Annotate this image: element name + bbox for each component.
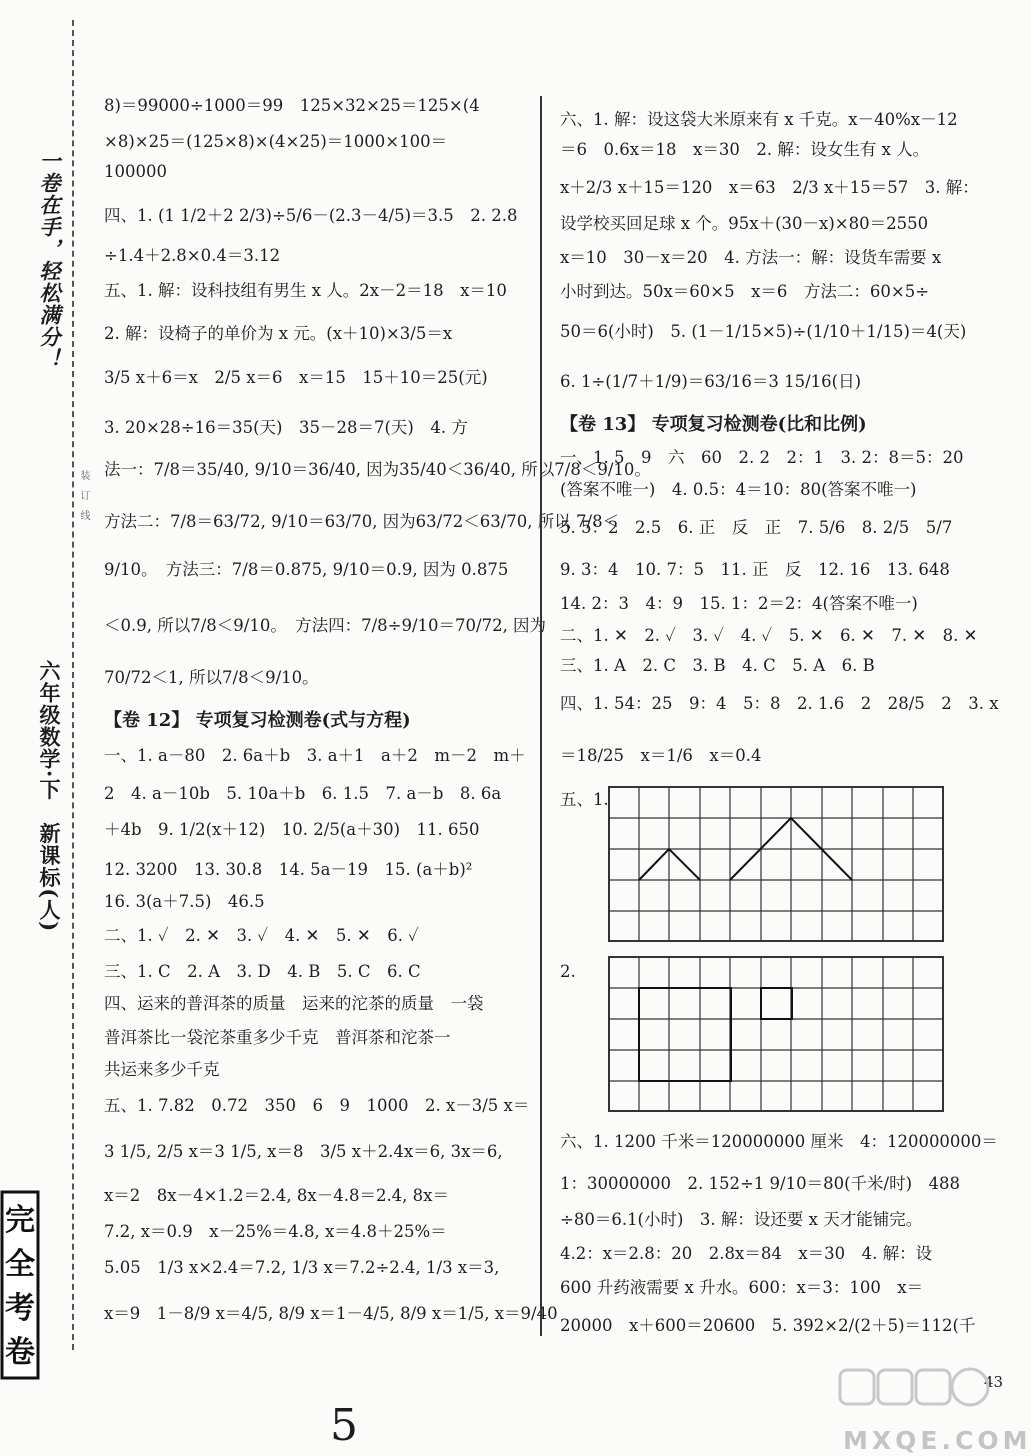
answer-line: 600 升药液需要 x 升水。600：x＝3：100 x＝ (560, 1278, 924, 1297)
section-heading: 【卷 12】 专项复习检测卷(式与方程) (104, 710, 411, 731)
answer-line: 四、1. (1 1/2＋2 2/3)÷5/6－(2.3－4/5)＝3.5 2. 2.8 (104, 206, 518, 225)
answer-line: 六、1. 1200 千米＝120000000 厘米 4：120000000＝ (560, 1132, 998, 1151)
svg-text:卷: 卷 (5, 1335, 35, 1370)
svg-text:全: 全 (5, 1247, 35, 1282)
answer-line: 5.05 1/3 x×2.4＝7.2, 1/3 x＝7.2÷2.4, 1/3 x＝3, (104, 1258, 500, 1277)
answer-line: 70/72＜1, 所以7/8＜9/10。 (104, 668, 319, 687)
svg-text:考: 考 (5, 1291, 35, 1326)
answer-line: 3. 20×28÷16＝35(天) 35－28＝7(天) 4. 方 (104, 418, 468, 437)
answer-line: 五、1. 解：设科技组有男生 x 人。2x－2＝18 x＝10 (104, 281, 507, 300)
answer-line: 方法二：7/8＝63/72, 9/10＝63/70, 因为63/72＜63/70, 所以 7/8＜ (104, 512, 620, 531)
answer-line: 9/10。 方法三：7/8＝0.875, 9/10＝0.9, 因为 0.875 (104, 560, 509, 579)
large-rectangle (639, 988, 731, 1081)
answer-line: 6. 1÷(1/7＋1/9)＝63/16＝3 15/16(日) (560, 372, 862, 391)
answer-line: 12. 3200 13. 30.8 14. 5a－19 15. (a＋b)² (104, 860, 473, 879)
answer-line: ＝18/25 x＝1/6 x＝0.4 (560, 746, 762, 765)
answer-line: 4.2：x＝2.8：20 2.8x＝84 x＝30 4. 解：设 (560, 1244, 933, 1263)
answer-line: 四、运来的普洱茶的质量 运来的沱茶的质量 一袋 (104, 994, 484, 1013)
answer-line: x＝9 1－8/9 x＝4/5, 8/9 x＝1－4/5, 8/9 x＝1/5, x＝9/40 (104, 1304, 558, 1323)
answer-line: ×8)×25＝(125×8)×(4×25)＝1000×100＝ (104, 132, 448, 151)
answer-line: 7.2, x＝0.9 x－25%＝4.8, x＝4.8＋25%＝ (104, 1222, 447, 1241)
binding-mark: 装 订 线 (78, 470, 89, 520)
answer-line: 3/5 x＋6＝x 2/5 x＝6 x＝15 15＋10＝25(元) (104, 368, 488, 387)
answer-line: 六、1. 解：设这袋大米原来有 x 千克。x－40%x－12 (560, 110, 958, 129)
answer-line: 50＝6(小时) 5. (1－1/15×5)÷(1/10＋1/15)＝4(天) (560, 322, 967, 341)
answer-line: 20000 x＋600＝20600 5. 392×2/(2＋5)＝112(千 (560, 1316, 976, 1335)
handwritten-mark: 5 (330, 1400, 358, 1451)
answer-line: 100000 (104, 162, 167, 181)
binding-margin (0, 0, 100, 1456)
slogan: 一卷在手，轻松满分！ (37, 150, 62, 370)
watermark-site: MXQE.COM (843, 1426, 1031, 1455)
answer-line: ÷80＝6.1(小时) 3. 解：设还要 x 天才能铺完。 (560, 1210, 923, 1229)
answer-line: 14. 2：3 4：9 15. 1：2＝2：4(答案不唯一) (560, 594, 918, 613)
answer-line: 设学校买回足球 x 个。95x＋(30－x)×80＝2550 (560, 214, 929, 233)
answer-line: 三、1. A 2. C 3. B 4. C 5. A 6. B (560, 656, 875, 675)
answer-line: 9. 3：4 10. 7：5 11. 正 反 12. 16 13. 648 (560, 560, 950, 579)
small-square (761, 988, 792, 1019)
binding-dashed-line (72, 20, 74, 1350)
answer-line: 1：30000000 2. 152÷1 9/10＝80(千米/时) 488 (560, 1174, 961, 1193)
answer-line: 三、1. C 2. A 3. D 4. B 5. C 6. C (104, 962, 421, 981)
answer-line: 2 4. a－10b 5. 10a＋b 6. 1.5 7. a－b 8. 6a (104, 784, 502, 803)
answer-line: x＝2 8x－4×1.2＝2.4, 8x－4.8＝2.4, 8x＝ (104, 1186, 449, 1205)
answer-line: ＋4b 9. 1/2(x＋12) 10. 2/5(a＋30) 11. 650 (104, 820, 480, 839)
answer-line: 一、1. 5 9 六 60 2. 2 2：1 3. 2：8＝5：20 (560, 448, 964, 467)
answer-line: 五、1. 7.82 0.72 350 6 9 1000 2. x－3/5 x＝ (104, 1096, 530, 1115)
page-number: 43 (984, 1373, 1004, 1391)
answer-line: 四、1. 54：25 9：4 5：8 2. 1.6 2 28/5 2 3. x (560, 694, 999, 713)
brand-logo (0, 1190, 40, 1380)
answer-line: 共运来多少千克 (104, 1060, 220, 1079)
answer-line: 8)＝99000÷1000＝99 125×32×25＝125×(4 (104, 96, 480, 115)
answer-line: 3 1/5, 2/5 x＝3 1/5, x＝8 3/5 x＋2.4x＝6, 3x＝6, (104, 1142, 503, 1161)
answer-line: ＝6 0.6x＝18 x＝30 2. 解：设女生有 x 人。 (560, 140, 930, 159)
svg-text:完: 完 (5, 1203, 35, 1238)
watermark-logo (838, 1366, 998, 1428)
answer-line: (答案不唯一) 4. 0.5：4＝10：80(答案不唯一) (560, 480, 917, 499)
answer-line: 法一：7/8＝35/40, 9/10＝36/40, 因为35/40＜36/40, 所以7/8＜9/10。 (104, 460, 651, 479)
answer-line: 2. (560, 962, 576, 981)
grid-figure-triangles (608, 786, 944, 942)
answer-line: 16. 3(a＋7.5) 46.5 (104, 892, 265, 911)
answer-line: 二、1. ✓ 2. ✕ 3. ✓ 4. ✕ 5. ✕ 6. ✓ (104, 926, 419, 945)
column-divider (540, 96, 542, 1336)
answer-line: 普洱茶比一袋沱茶重多少千克 普洱茶和沱茶一 (104, 1028, 451, 1047)
answer-line: 一、1. a－80 2. 6a＋b 3. a＋1 a＋2 m－2 m＋ (104, 746, 526, 765)
answer-line: 二、1. ✕ 2. ✓ 3. ✓ 4. ✓ 5. ✕ 6. ✕ 7. ✕ 8. ✕ (560, 626, 978, 645)
grid-figure-rectangles (608, 956, 944, 1112)
answer-line: ÷1.4＋2.8×0.4＝3.12 (104, 246, 281, 265)
section-heading: 【卷 13】 专项复习检测卷(比和比例) (560, 414, 867, 435)
answer-line: x＋2/3 x＋15＝120 x＝63 2/3 x＋15＝57 3. 解： (560, 178, 979, 197)
course-title: 六年级数学·下 新课标(人) (37, 660, 62, 933)
answer-line: 小时到达。50x＝60×5 x＝6 方法二：60×5÷ (560, 282, 930, 301)
answer-line: x＝10 30－x＝20 4. 方法一：解：设货车需要 x (560, 248, 942, 267)
answer-line: ＜0.9, 所以7/8＜9/10。 方法四：7/8÷9/10＝70/72, 因为 (104, 616, 547, 635)
answer-line: 5. 5：2 2.5 6. 正 反 正 7. 5/6 8. 2/5 5/7 (560, 518, 953, 537)
answer-line: 2. 解：设椅子的单价为 x 元。(x＋10)×3/5＝x (104, 324, 453, 343)
answer-line: 五、1. (560, 790, 609, 809)
